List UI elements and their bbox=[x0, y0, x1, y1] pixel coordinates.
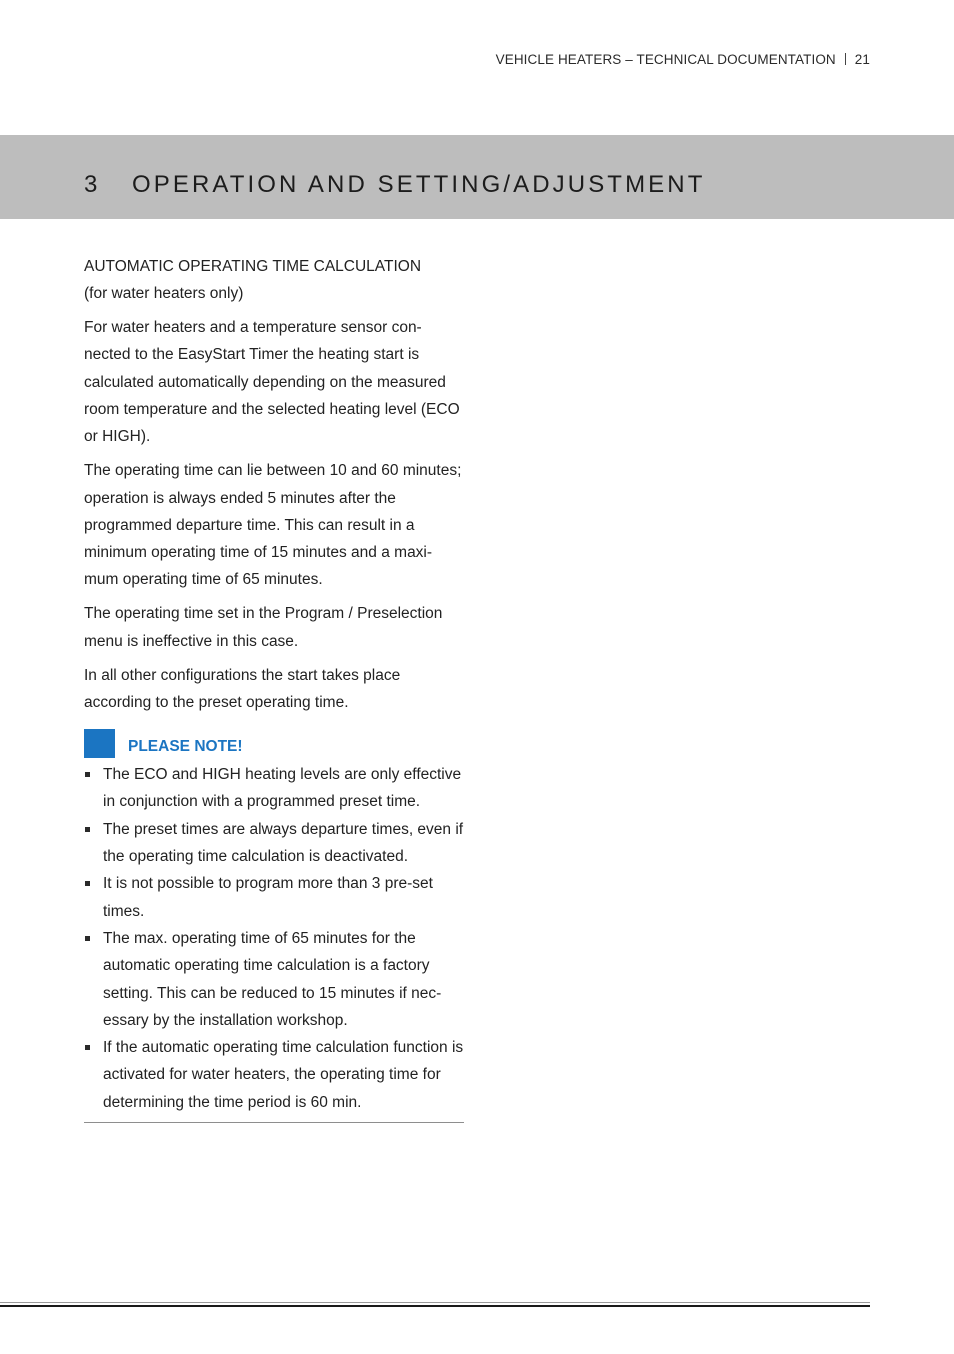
main-column bbox=[84, 253, 464, 1123]
footer-rule-thin bbox=[0, 1302, 870, 1303]
bullet-icon bbox=[85, 772, 90, 777]
note-item-text: It is not possible to program more than 3 pre-set times. bbox=[103, 875, 433, 920]
header-separator bbox=[845, 53, 846, 65]
note-item-text: The preset times are always departure times, even if the operating time calculation is deactivated. bbox=[103, 820, 464, 866]
page-number: 21 bbox=[854, 52, 870, 67]
subsection-heading: AUTOMATIC OPERATING TIME CALCULATION bbox=[84, 258, 422, 275]
body-paragraph-1: For water heaters and a temperature sensor con-nected to the EasyStart Timer the heating start is calculated automatically depending on the measured room temperature and the selected heating level (ECO or HIGH). bbox=[84, 319, 460, 446]
section-title: OPERATION AND SETTING/ADJUSTMENT bbox=[132, 171, 706, 198]
running-header bbox=[496, 52, 870, 67]
note-item bbox=[84, 925, 464, 1034]
note-item bbox=[84, 1034, 464, 1116]
body-paragraph-4: In all other configurations the start takes place according to the preset operating time. bbox=[84, 666, 401, 711]
note-item-text: If the automatic operating time calculation function is activated for water heaters, the operating time for determining the time period is 60 min. bbox=[103, 1039, 464, 1111]
note-item bbox=[84, 816, 464, 871]
note-item bbox=[84, 761, 464, 816]
note-divider bbox=[84, 1122, 464, 1123]
note-list bbox=[84, 761, 464, 1116]
document-title: VEHICLE HEATERS – TECHNICAL DOCUMENTATION bbox=[495, 52, 836, 67]
body-paragraph-2: The operating time can lie between 10 and 60 minutes; operation is always ended 5 minutes after the programmed departure time. This can result in a minimum operating time of 15 minutes and a maxi-mum operating time of 65 minutes. bbox=[84, 462, 462, 589]
subsection-qualifier: (for water heaters only) bbox=[84, 285, 244, 303]
note-marker-icon bbox=[84, 729, 115, 758]
note-item bbox=[84, 870, 464, 925]
note-box bbox=[84, 729, 464, 1123]
note-item-text: The ECO and HIGH heating levels are only effective in conjunction with a programmed preset time. bbox=[103, 766, 462, 811]
footer-rule-thick bbox=[0, 1305, 870, 1307]
bullet-icon bbox=[85, 936, 90, 941]
section-header-band bbox=[0, 135, 954, 219]
bullet-icon bbox=[85, 827, 90, 832]
section-number: 3 bbox=[84, 171, 101, 198]
note-header bbox=[84, 729, 464, 761]
note-label: PLEASE NOTE! bbox=[128, 738, 243, 756]
body-paragraph-3: The operating time set in the Program / Preselection menu is ineffective in this case. bbox=[84, 605, 443, 650]
bullet-icon bbox=[85, 881, 90, 886]
note-item-text: The max. operating time of 65 minutes for the automatic operating time calculation is a factory setting. This can be reduced to 15 minutes if nec-essary by the installation workshop. bbox=[103, 929, 442, 1029]
bullet-icon bbox=[85, 1045, 90, 1050]
